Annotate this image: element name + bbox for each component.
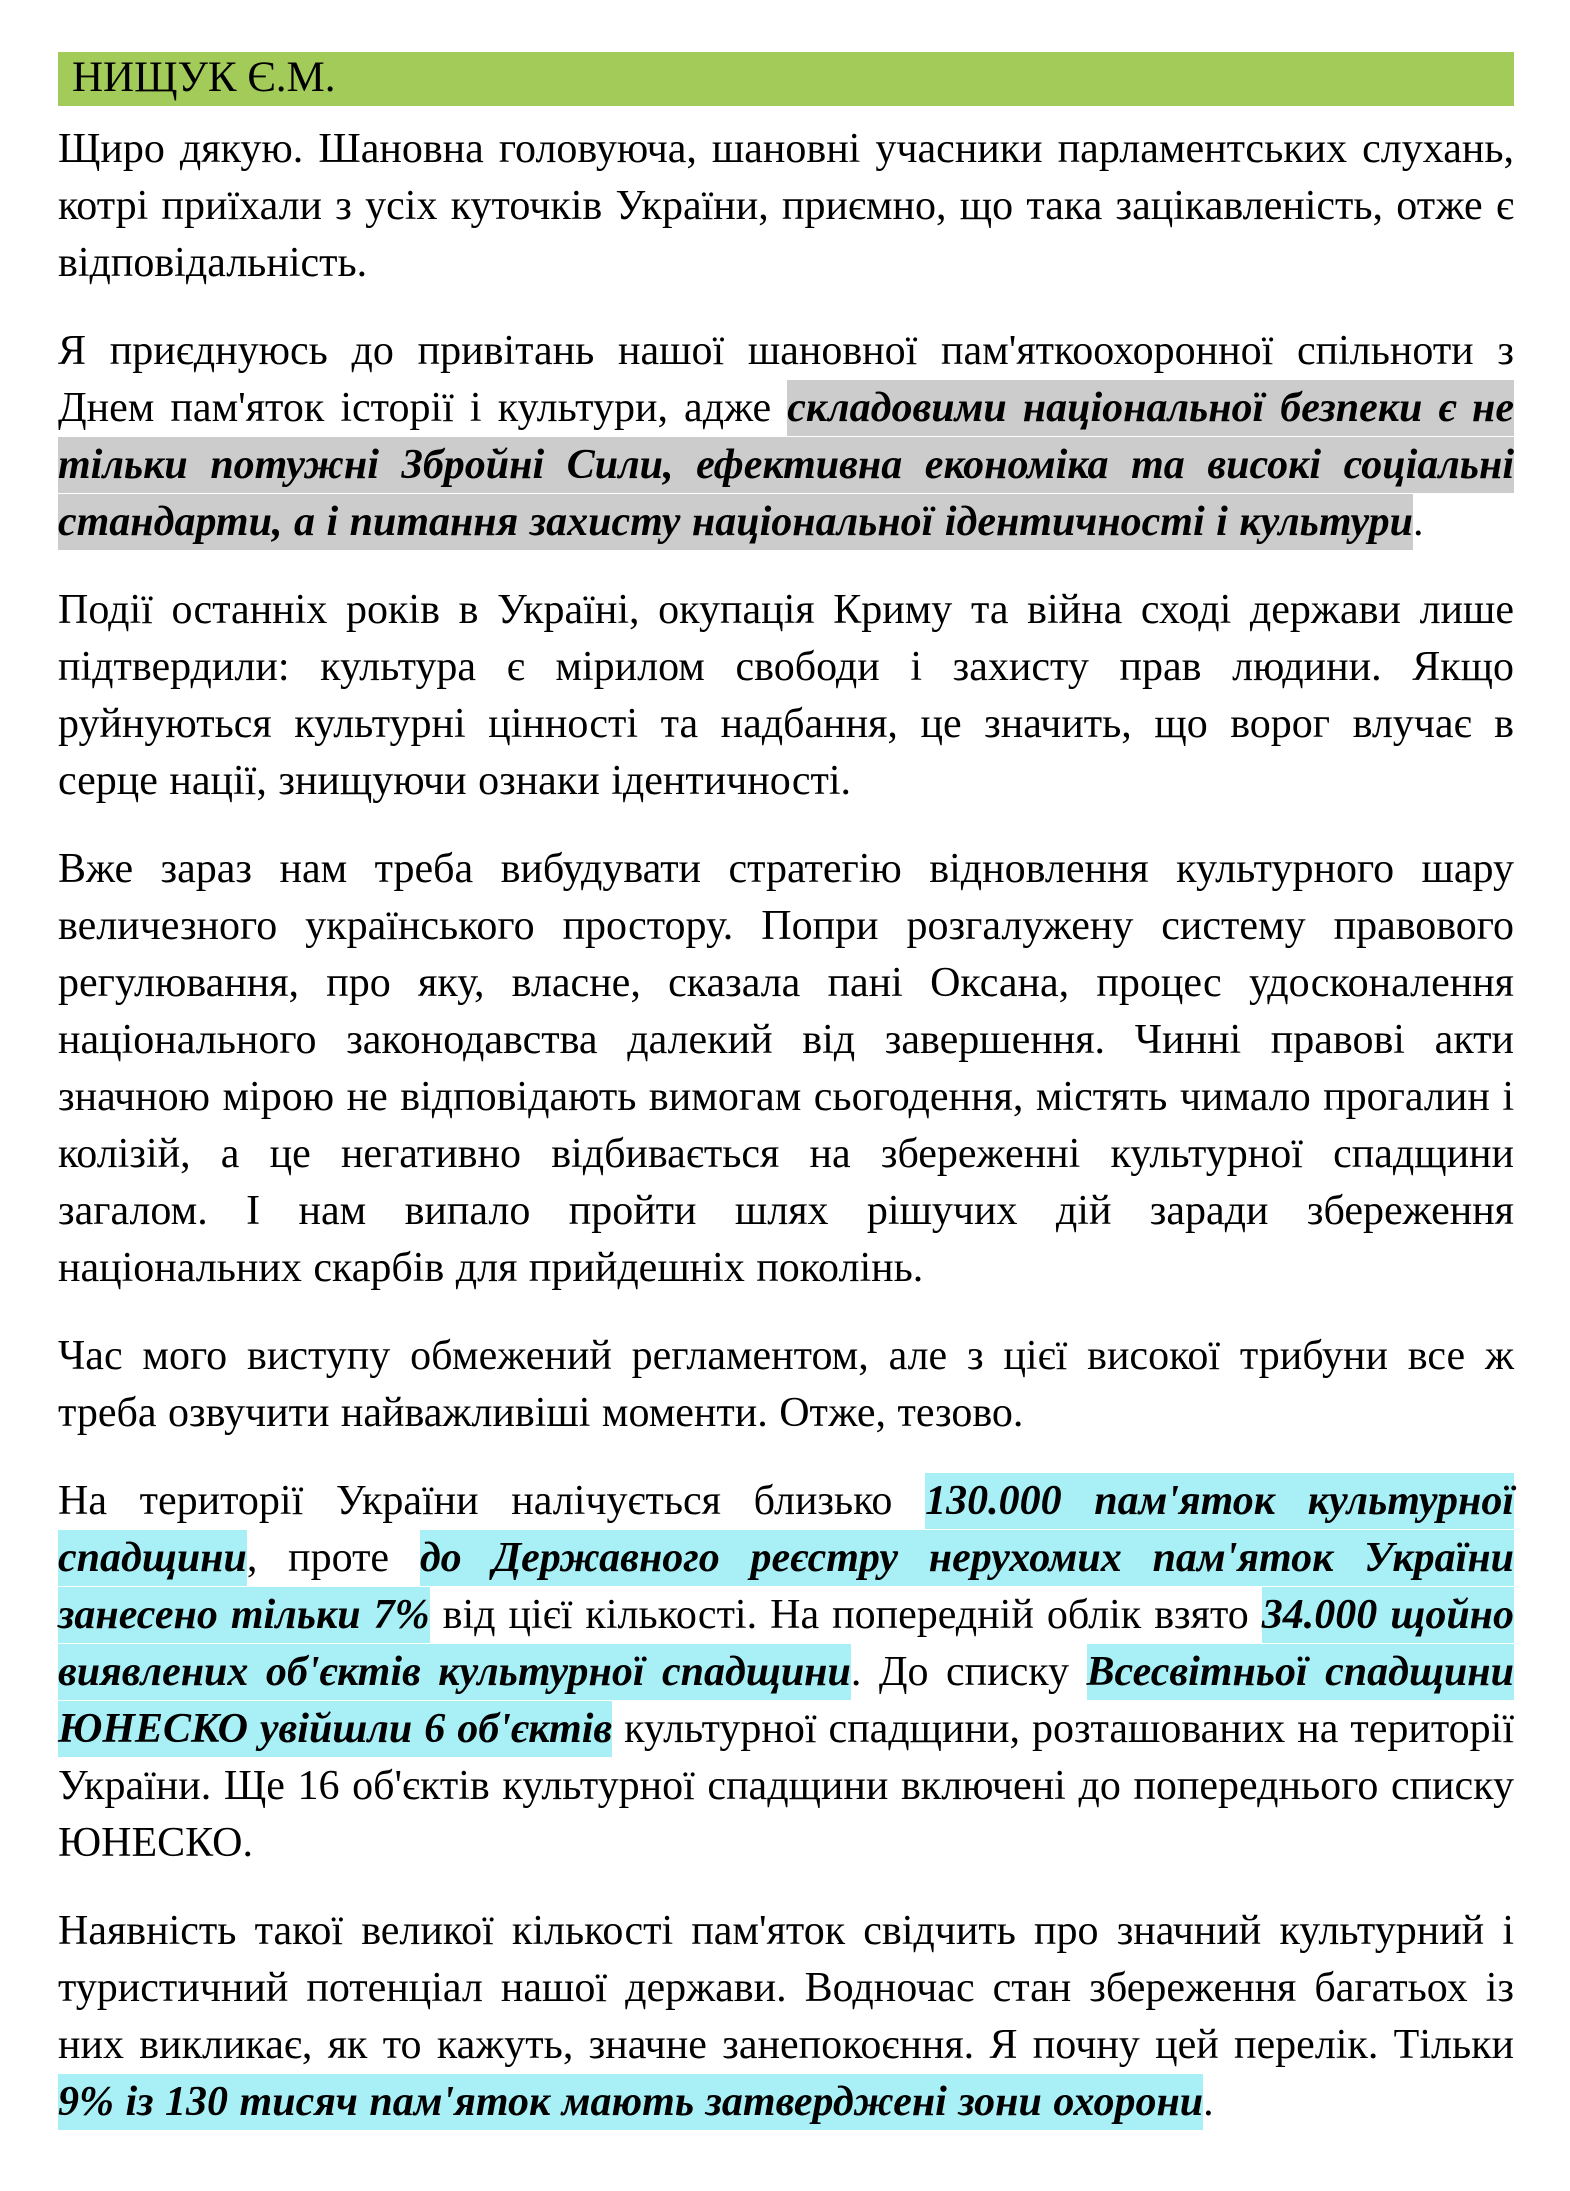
highlighted-text-cyan: 9% із 130 тисяч пам'яток мають затверджені зони охорони [58,2074,1203,2130]
paragraph [58,1473,1514,1872]
highlighted-text-cyan: Всесвітньої спадщини ЮНЕСКО увійшли 6 об'єктів [58,1644,1514,1757]
highlighted-text-cyan: 34.000 щойно виявлених об'єктів культурної спадщини [58,1587,1514,1700]
text-run: Я приєднуюсь до привітань нашої шановної пам'яткоохоронної спільноти з Днем пам'яток історії і культури, адже [58,328,1514,431]
text-run: Час мого виступу обмежений регламентом, але з цієї високої трибуни все ж треба озвучити найважливіші моменти. Отже, тезово. [58,1333,1514,1436]
paragraph [58,841,1514,1297]
paragraph [58,582,1514,810]
text-run: . [1412,499,1424,545]
text-run: культурної спадщини, розташованих на території України. Ще 16 об'єктів культурної спадщини включені до попереднього списку ЮНЕСКО. [58,1706,1514,1866]
highlighted-text-cyan: 130.000 пам'яток культурної спадщини [58,1473,1514,1586]
text-run: Події останніх років в Україні, окупація Криму та війна сході держави лише підтвердили: культура є мірилом свободи і захисту прав людини. Якщо руйнуються культурні цінності та надбання, це значить, що ворог влучає в серце нації, знищуючи ознаки ідентичності. [58,587,1514,804]
paragraph [58,323,1514,551]
highlighted-text-cyan: до Державного реєстру нерухомих пам'яток України занесено тільки 7% [58,1530,1514,1643]
text-run: . [1203,2079,1214,2125]
text-run: Вже зараз нам треба вибудувати стратегію відновлення культурного шару величезного українського простору. Попри розгалужену систему правового регулювання, про яку, власне, сказала пані Оксана, процес удосконалення національного законодавства далекий від завершення. Чинні правові акти значною мірою не відповідають вимогам сьогодення, містять чимало прогалин і колізій, а це негативно відбивається на збереженні культурної спадщини загалом. І нам випало пройти шлях рішучих дій заради збереження національних скарбів для прийдешніх поколінь. [58,846,1514,1291]
highlighted-text-gray: складовими національної безпеки є не тільки потужні Збройні Сили, ефективна економіка та високі соціальні стандарти, а і питання захисту національної ідентичності і культури [58,380,1514,550]
paragraph [58,121,1514,292]
paragraph [58,1328,1514,1442]
paragraph [58,1903,1514,2131]
text-run: . До списку [850,1649,1087,1695]
text-run: Наявність такої великої кількості пам'яток свідчить про значний культурний і туристичний потенціал нашої держави. Водночас стан збереження багатьох із них викликає, як то кажуть, значне занепокоєння. Я почну цей перелік. Тільки [58,1908,1514,2068]
speaker-header [58,52,1514,106]
text-run: від цієї кількості. На попередній облік взято [429,1592,1262,1638]
speaker-name: НИЩУК Є.М. [72,54,336,101]
document-body [58,121,1514,2131]
text-run: , проте [246,1535,420,1581]
text-run: Щиро дякую. Шановна головуюча, шановні учасники парламентських слухань, котрі приїхали з усіх куточків України, приємно, що така зацікавленість, отже є відповідальність. [58,126,1514,286]
text-run: На території України налічується близько [58,1478,926,1524]
